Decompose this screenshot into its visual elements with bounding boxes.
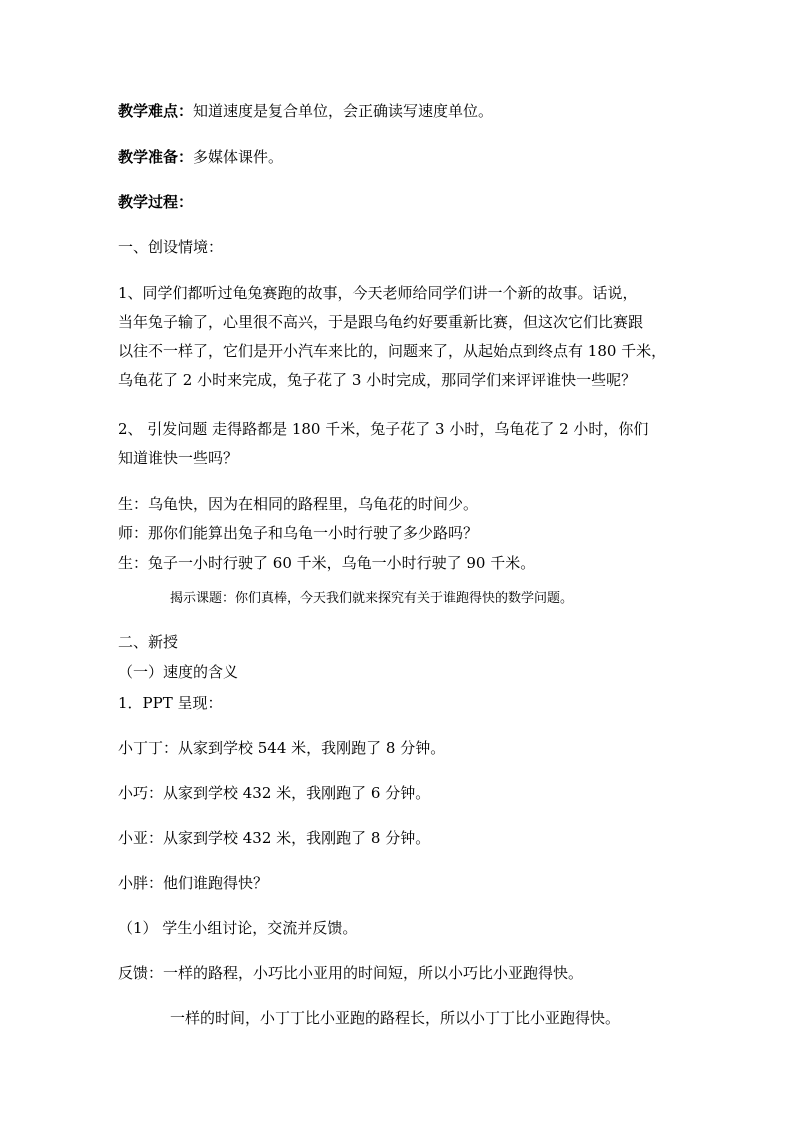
preparation-line [118,147,283,167]
section1-heading: 一、创设情境： [118,238,224,256]
statement-xiaoya: 小亚：从家到学校 432 米，我刚跑了 8 分钟。 [118,829,431,847]
difficulty-line [118,101,493,121]
difficulty-text: 知道速度是复合单位，会正确读写速度单位。 [193,102,494,120]
section1-para1-line2: 当年兔子输了，心里很不高兴，于是跟乌龟约好要重新比赛，但这次它们比赛跟 [118,313,644,331]
section1-para2-line1: 2、 引发问题 走得路都是 180 千米，兔子花了 3 小时，乌龟花了 2 小时，你们 [118,420,649,438]
dialogue-line-2: 师：那你们能算出兔子和乌龟一小时行驶了多少路吗？ [118,524,479,542]
statement-xiaopang: 小胖：他们谁跑得快？ [118,874,269,892]
preparation-label: 教学准备： [118,148,194,166]
section2-item1: 1．PPT 呈现： [118,694,223,712]
section2-sub1: （一）速度的含义 [118,663,239,681]
statement-xiaoqiao: 小巧：从家到学校 432 米，我刚跑了 6 分钟。 [118,784,431,802]
process-heading: 教学过程： [118,193,194,211]
difficulty-label: 教学难点： [118,102,194,120]
section1-para2-line2: 知道谁快一些吗？ [118,449,239,467]
dialogue-line-1: 生：乌龟快，因为在相同的路程里，乌龟花的时间少。 [118,495,479,513]
section1-para1-line4: 乌龟花了 2 小时来完成，兔子花了 3 小时完成，那同学们来评评谁快一些呢？ [118,371,637,389]
section1-para1-line3: 以往不一样了，它们是开小汽车来比的，问题来了，从起始点到终点有 180 千米， [118,342,667,360]
reveal-topic: 揭示课题：你们真棒，今天我们就来探究有关于谁跑得快的数学问题。 [170,591,574,606]
feedback-line-1: 反馈：一样的路程，小巧比小亚用的时间短，所以小巧比小亚跑得快。 [118,964,584,982]
section1-para1-line1: 1、同学们都听过龟兔赛跑的故事，今天老师给同学们讲一个新的故事。话说， [118,284,638,302]
statement-xiaodingding: 小丁丁：从家到学校 544 米，我刚跑了 8 分钟。 [118,739,446,757]
preparation-text: 多媒体课件。 [193,148,284,166]
dialogue-line-3: 生：兔子一小时行驶了 60 千米，乌龟一小时行驶了 90 千米。 [118,554,536,572]
section2-heading: 二、新授 [118,633,179,651]
discussion-line: （1） 学生小组讨论，交流并反馈。 [118,919,358,937]
feedback-line-2: 一样的时间，小丁丁比小亚跑的路程长，所以小丁丁比小亚跑得快。 [170,1009,621,1027]
